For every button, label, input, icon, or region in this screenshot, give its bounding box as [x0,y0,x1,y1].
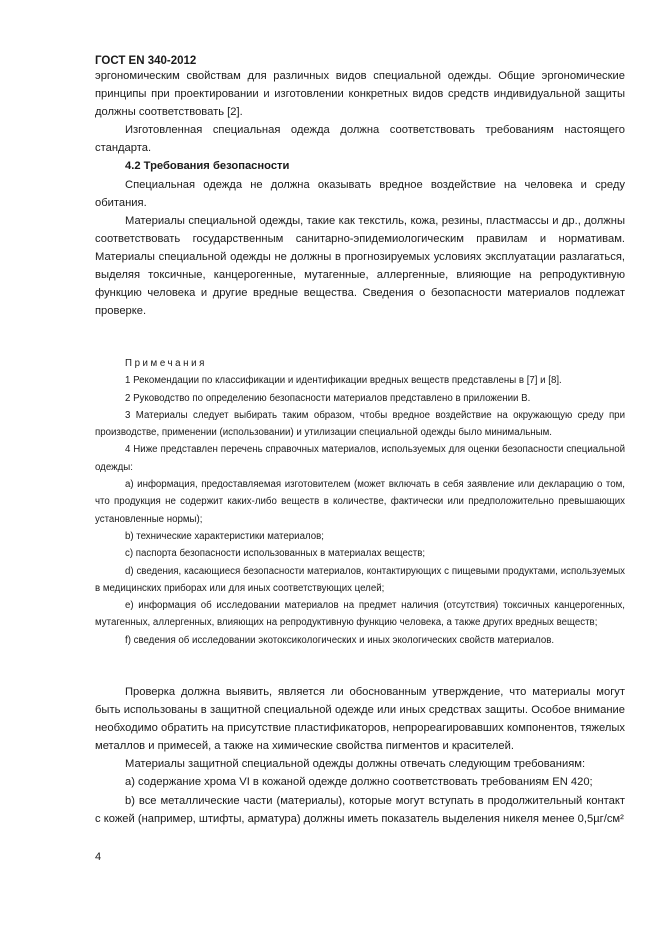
paragraph-materials: Материалы специальной одежды, такие как текстиль, кожа, резины, пластмассы и др., должны соответствовать государственным санитарно-эпидемиологическим правилам и нормативам. Материалы специальной одежды не должны в прогнозируемых условиях эксплуатации разлагаться, выделяя токсичные, канцерогенные, мутагенные, аллергенные, влияющие на репродуктивную функцию человека и другие вредные вещества. Сведения о безопасности материалов подлежат проверке. [95,214,625,318]
note-item-b: b) технические характеристики материалов; [125,530,324,542]
requirement-a: а) содержание хрома VI в кожаной одежде должно соответствовать требованиям EN 420; [125,776,593,789]
page-number: 4 [95,851,102,863]
note-3: 3 Материалы следует выбирать таким образом, чтобы вредное воздействие на окружающую среду при производстве, применении (использовании) и утилизации специальной одежды было минимальным. [95,409,625,439]
notes-block [95,355,625,649]
requirement-b: b) все металлические части (материалы), которые могут вступать в продолжительный контакт с кожей (например, штифты, арматура) должны иметь показатель выделения никеля менее 0,5µг/см² [95,794,625,825]
section-heading: 4.2 Требования безопасности [125,160,290,173]
paragraph-continuation: эргономическим свойствам для различных видов специальной одежды. Общие эргономические принципы при проектировании и изготовлении конкретных видов средств индивидуальной защиты должны соответствовать [2]. [95,70,625,119]
note-item-f: f) сведения об исследовании экотоксикологических и иных экологических свойств материалов. [125,634,555,646]
note-item-e: е) информация об исследовании материалов на предмет наличия (отсутствия) токсичных канцерогенных, мутагенных, аллергенных, влияющих на репродуктивную функцию человека, а также других вредных веществ; [95,600,625,629]
document-header: ГОСТ EN 340-2012 [95,55,197,67]
paragraph-no-harm: Специальная одежда не должна оказывать вредное воздействие на человека и среду обитания. [95,178,625,209]
paragraph-manufactured-clothing: Изготовленная специальная одежда должна соответствовать требованиям настоящего стандарта. [95,124,625,155]
note-2: 2 Руководство по определению безопасности материалов представлено в приложении В. [125,392,531,404]
note-item-a: а) информация, предоставляемая изготовителем (может включать в себя заявление или декларацию о том, что продукция не содержит каких-либо веществ в количестве, фактически или предположительно превышающих установленные нормы); [95,479,625,525]
notes-title: Примечания [125,358,207,369]
note-4: 4 Ниже представлен перечень справочных материалов, используемых для оценки безопасности специальной одежды: [95,444,625,473]
paragraph-verification: Проверка должна выявить, является ли обоснованным утверждение, что материалы могут быть использованы в защитной специальной одежде или иных средствах защиты. Особое внимание необходимо обратить на присутствие пластификаторов, непрореагировавших компонентов, тяжелых металлов и примесей, а также на химические свойства пигментов и красителей. [95,686,625,753]
note-item-c: с) паспорта безопасности использованных в материалах веществ; [125,548,426,560]
top-text-block [95,67,625,320]
note-item-d: d) сведения, касающиеся безопасности материалов, контактирующих с пищевыми продуктами, используемых в медицинских приборах или для иных соответствующих целей; [95,565,625,594]
bottom-text-block [95,683,625,828]
paragraph-requirements: Материалы защитной специальной одежды должны отвечать следующим требованиям: [125,758,586,771]
note-1: 1 Рекомендации по классификации и идентификации вредных веществ представлены в [7] и [8]. [125,375,562,387]
